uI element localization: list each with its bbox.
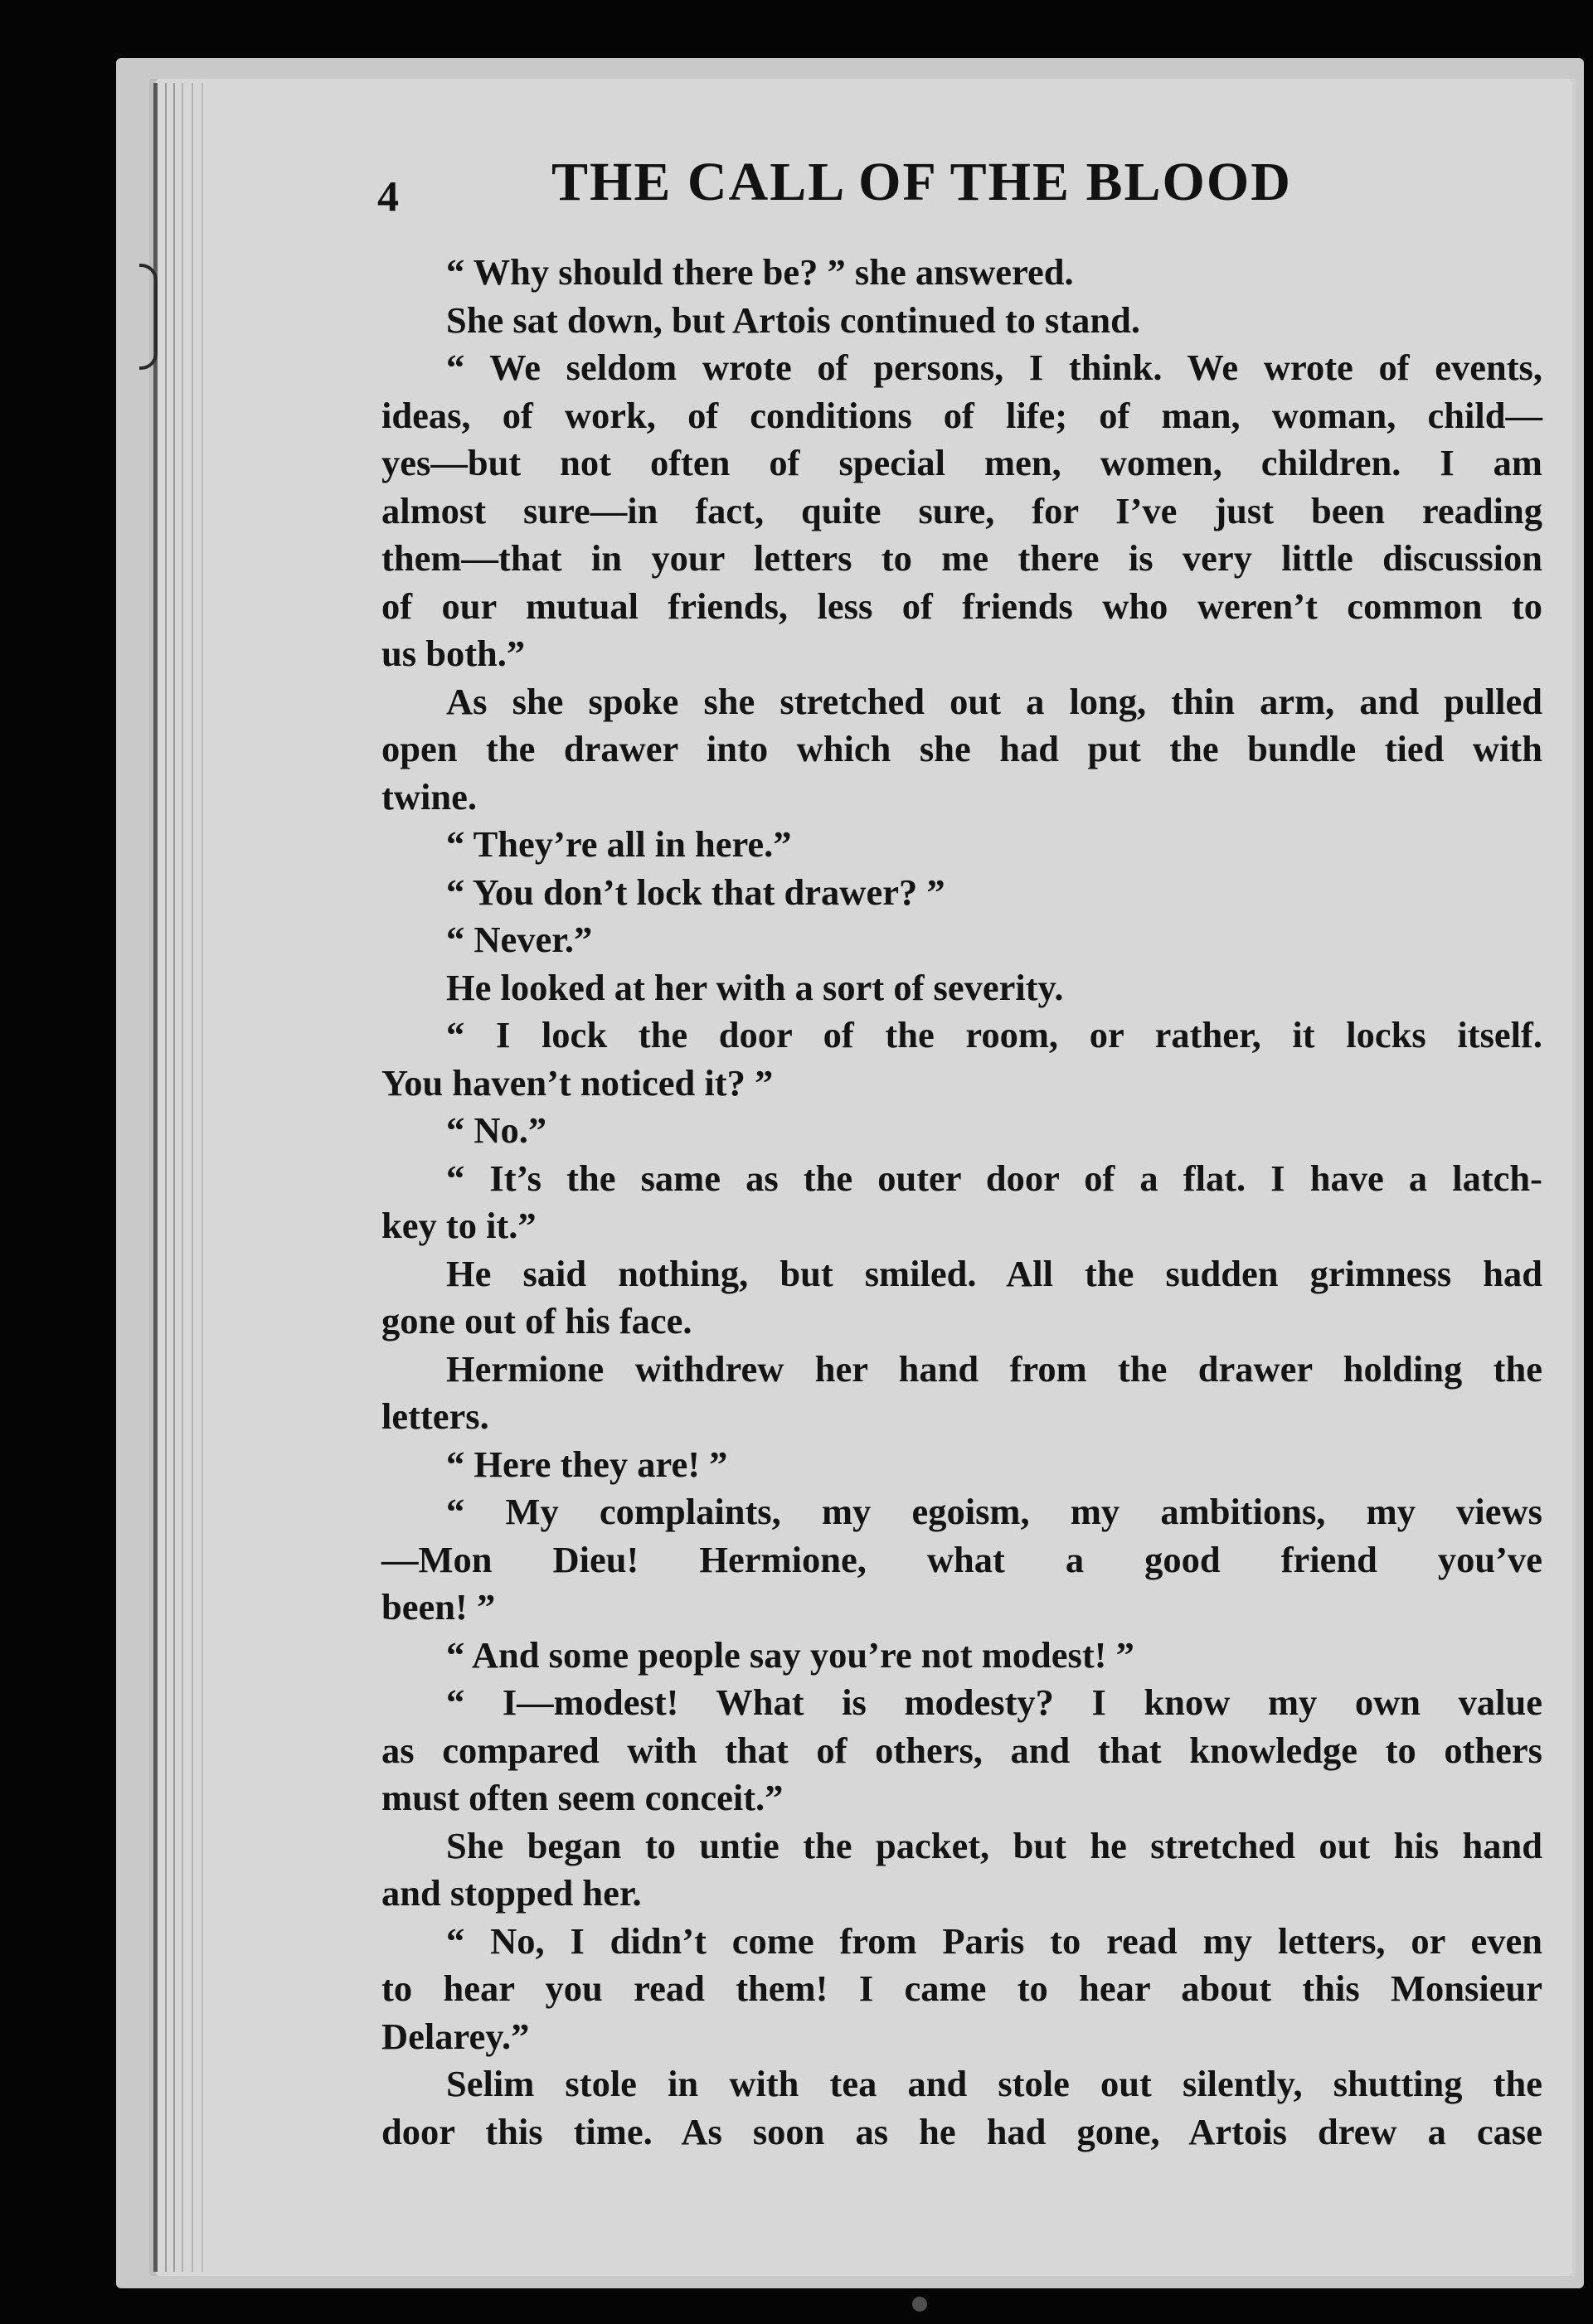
text-line: must often seem conceit.” [381, 1777, 784, 1818]
text-line: “ We seldom wrote of persons, I think. We wrote of events, [446, 347, 1542, 388]
text-line: “ Why should there be? ” she answered. [446, 251, 1074, 293]
text-line: He looked at her with a sort of severity. [446, 966, 1064, 1008]
text-line: them—that in your letters to me there is very little discussion [381, 537, 1542, 579]
body-text [381, 249, 1542, 2156]
text-line: “ And some people say you’re not modest! ” [446, 1633, 1134, 1676]
text-line: You haven’t noticed it? ” [381, 1061, 774, 1104]
text-line: —Mon Dieu! Hermione, what a good friend you’ve [381, 1538, 1542, 1580]
text-line: He said nothing, but smiled. All the sudden grimness had [446, 1252, 1542, 1294]
binding-edge-lines [153, 83, 211, 2272]
text-line: “ No, I didn’t come from Paris to read my letters, or even [446, 1919, 1542, 1962]
text-line: to hear you read them! I came to hear about this Monsieur [381, 1967, 1542, 2009]
running-header [377, 143, 1538, 221]
page-number: 4 [377, 173, 399, 221]
text-line: She sat down, but Artois continued to stand. [446, 298, 1141, 341]
text-line: Delarey.” [381, 2015, 530, 2057]
text-line: and stopped her. [381, 1872, 642, 1914]
text-line: twine. [381, 775, 477, 818]
text-line: door this time. As soon as he had gone, Artois drew a case [381, 2110, 1542, 2152]
text-line: She began to untie the packet, but he stretched out his hand [446, 1824, 1542, 1866]
text-line: been! ” [381, 1586, 496, 1628]
text-line: “ Here they are! ” [446, 1443, 728, 1485]
scan-smudge [912, 2297, 927, 2312]
text-line: Hermione withdrew her hand from the drawer holding the [446, 1347, 1542, 1390]
text-line: “ You don’t lock that drawer? ” [446, 871, 945, 913]
text-line: “ I lock the door of the room, or rather, it locks itself. [446, 1014, 1542, 1055]
text-line: key to it.” [381, 1205, 537, 1246]
text-line: gone out of his face. [381, 1300, 692, 1342]
running-title: THE CALL OF THE BLOOD [551, 152, 1292, 212]
margin-bracket-mark [139, 264, 158, 370]
text-line: letters. [381, 1395, 489, 1437]
text-line: “ No.” [446, 1109, 547, 1151]
text-line: Selim stole in with tea and stole out silently, shutting the [446, 2063, 1542, 2104]
text-line: “ My complaints, my egoism, my ambitions, my views [446, 1491, 1542, 1532]
text-line: as compared with that of others, and that knowledge to others [381, 1729, 1542, 1771]
text-line: yes—but not often of special men, women, children. I am [381, 442, 1542, 483]
text-line: us both.” [381, 633, 526, 674]
text-line: ideas, of work, of conditions of life; of man, woman, child— [381, 394, 1542, 436]
text-line: of our mutual friends, less of friends who weren’t common to [381, 585, 1542, 627]
text-line: “ It’s the same as the outer door of a flat. I have a latch- [446, 1157, 1542, 1199]
text-line: open the drawer into which she had put the bundle tied with [381, 728, 1542, 769]
text-line: “ Never.” [446, 919, 593, 960]
text-line: “ They’re all in here.” [446, 823, 792, 865]
text-line: “ I—modest! What is modesty? I know my own value [446, 1681, 1542, 1723]
text-line: As she spoke she stretched out a long, thin arm, and pulled [446, 680, 1542, 722]
text-line: almost sure—in fact, quite sure, for I’ve just been reading [381, 489, 1542, 531]
